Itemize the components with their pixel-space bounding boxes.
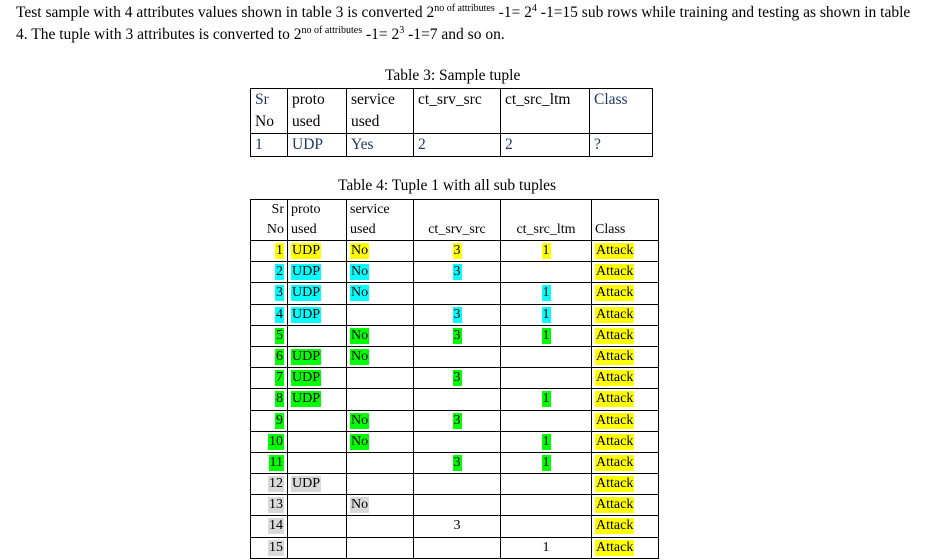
t4-cell-service <box>347 368 414 389</box>
t4-cell-proto <box>288 410 347 431</box>
table3-header-row <box>251 89 653 134</box>
t4-cell-proto <box>288 431 347 452</box>
t3-header-proto: proto used <box>288 89 347 134</box>
t4-cell-srv-text: 3 <box>453 327 461 343</box>
t4-cell-ltm <box>501 241 592 262</box>
t4-cell-cls <box>592 304 659 325</box>
t4-cell-service-text: No <box>351 497 369 513</box>
t4-cell-service <box>347 516 414 537</box>
para-sup-2: 4 <box>531 3 537 14</box>
t4-header-srv: ct_srv_src <box>414 200 501 241</box>
t4-cell-sr-text: 15 <box>269 539 283 555</box>
t4-cell-cls <box>592 537 659 558</box>
t4-cell-service-text: No <box>351 243 369 258</box>
t4-cell-proto <box>288 325 347 346</box>
t4-cell-cls <box>592 516 659 537</box>
t4-cell-srv <box>414 537 501 558</box>
t4-cell-proto <box>288 304 347 325</box>
t4-cell-service-text: No <box>351 433 369 449</box>
t4-cell-proto <box>288 452 347 473</box>
t4-cell-srv <box>414 389 501 410</box>
t3-cell-srv: 2 <box>414 134 501 157</box>
t4-cell-srv-text: 3 <box>453 243 461 258</box>
t4-cell-cls-text: Attack <box>596 539 634 555</box>
t4-cell-service-text: No <box>351 327 369 343</box>
t4-cell-cls-text: Attack <box>596 391 634 407</box>
table4 <box>250 199 659 559</box>
t4-cell-service <box>347 389 414 410</box>
t4-cell-cls <box>592 368 659 389</box>
t4-cell-srv-text: 3 <box>453 370 461 386</box>
t4-cell-cls-text: Attack <box>596 412 634 428</box>
t4-cell-sr-text: 11 <box>269 454 283 470</box>
t3-cell-class: ? <box>590 134 653 157</box>
t4-cell-cls-text: Attack <box>596 454 634 470</box>
t4-cell-proto-text: UDP <box>292 391 321 407</box>
t4-cell-cls <box>592 262 659 283</box>
t4-cell-ltm <box>501 537 592 558</box>
t4-cell-sr <box>251 452 288 473</box>
t4-cell-service <box>347 495 414 516</box>
para-sup-1: no of attributes <box>434 3 495 14</box>
t4-cell-ltm <box>501 452 592 473</box>
table4-body <box>251 241 659 559</box>
t4-cell-sr-text: 13 <box>269 497 283 513</box>
para-sup-3: no of attributes <box>301 25 363 36</box>
t4-cell-ltm <box>501 262 592 283</box>
t4-cell-proto <box>288 262 347 283</box>
t4-cell-cls <box>592 389 659 410</box>
t4-cell-sr-text: 2 <box>276 264 283 280</box>
table4-row <box>251 474 659 495</box>
t4-cell-srv <box>414 452 501 473</box>
table3-caption: Table 3: Sample tuple <box>385 67 521 84</box>
t4-cell-service <box>347 452 414 473</box>
t4-cell-cls <box>592 325 659 346</box>
t4-cell-proto <box>288 516 347 537</box>
para-text-5: -1=7 and so on. <box>404 26 505 43</box>
t4-cell-service-text: No <box>351 348 369 364</box>
table4-row <box>251 431 659 452</box>
t4-cell-service <box>347 241 414 262</box>
t4-cell-sr <box>251 410 288 431</box>
table4-row <box>251 410 659 431</box>
t4-cell-sr <box>251 241 288 262</box>
t4-cell-cls-text: Attack <box>596 348 634 364</box>
t4-cell-service-text: No <box>351 264 369 280</box>
table4-row <box>251 304 659 325</box>
t4-cell-ltm-text: 1 <box>542 243 550 258</box>
t4-cell-service <box>347 304 414 325</box>
t4-cell-cls <box>592 283 659 304</box>
t4-cell-proto <box>288 537 347 558</box>
t4-cell-proto <box>288 495 347 516</box>
t4-cell-srv-text: 3 <box>453 306 461 322</box>
table4-row <box>251 516 659 537</box>
table3 <box>250 88 653 157</box>
t4-cell-cls-text: Attack <box>596 327 634 343</box>
t4-cell-cls-text: Attack <box>596 497 634 513</box>
t4-cell-srv-text: 3 <box>453 264 461 280</box>
t4-cell-cls-text: Attack <box>596 476 634 492</box>
t4-cell-proto <box>288 474 347 495</box>
t4-cell-sr <box>251 537 288 558</box>
t4-cell-srv <box>414 283 501 304</box>
t4-cell-proto <box>288 368 347 389</box>
table4-row <box>251 283 659 304</box>
t4-cell-srv <box>414 241 501 262</box>
t4-cell-cls <box>592 495 659 516</box>
t4-cell-sr <box>251 495 288 516</box>
t4-cell-ltm-text: 1 <box>542 285 550 301</box>
t4-cell-proto <box>288 346 347 367</box>
t4-cell-ltm <box>501 474 592 495</box>
t4-cell-service <box>347 262 414 283</box>
t4-cell-cls-text: Attack <box>596 243 634 258</box>
t4-cell-srv <box>414 325 501 346</box>
t4-cell-sr-text: 8 <box>276 391 283 407</box>
t4-cell-service <box>347 346 414 367</box>
t4-cell-sr <box>251 368 288 389</box>
t4-cell-service <box>347 283 414 304</box>
para-text-1: Test sample with 4 attributes values shown in table 3 is converted 2 <box>16 4 435 21</box>
table4-row <box>251 452 659 473</box>
t4-cell-cls-text: Attack <box>596 285 634 301</box>
table4-row <box>251 241 659 262</box>
t4-cell-srv <box>414 474 501 495</box>
t4-cell-cls-text: Attack <box>596 433 634 449</box>
t4-cell-proto-text: UDP <box>292 476 321 492</box>
t4-cell-cls <box>592 431 659 452</box>
t4-cell-srv <box>414 304 501 325</box>
t4-cell-proto <box>288 389 347 410</box>
t4-cell-service <box>347 431 414 452</box>
t4-cell-proto-text: UDP <box>292 264 321 280</box>
t4-cell-ltm <box>501 495 592 516</box>
table4-row <box>251 262 659 283</box>
para-text-2: -1= 2 <box>494 4 532 21</box>
t4-cell-sr <box>251 283 288 304</box>
t4-cell-srv-text: 3 <box>453 412 461 428</box>
t4-cell-proto <box>288 283 347 304</box>
t4-cell-sr <box>251 346 288 367</box>
t4-cell-ltm-text: 1 <box>542 454 550 470</box>
t4-cell-srv <box>414 431 501 452</box>
t4-cell-cls-text: Attack <box>596 264 634 280</box>
t4-cell-ltm <box>501 304 592 325</box>
body-paragraph <box>16 2 916 46</box>
t4-cell-cls <box>592 346 659 367</box>
t4-cell-proto-text: UDP <box>292 285 321 301</box>
t4-cell-proto-text: UDP <box>292 348 321 364</box>
t4-cell-proto-text: UDP <box>292 370 321 386</box>
t4-cell-ltm <box>501 431 592 452</box>
table4-row <box>251 495 659 516</box>
para-text-4: -1= 2 <box>362 26 400 43</box>
t4-cell-service-text: No <box>351 285 369 301</box>
t4-cell-srv-text: 3 <box>453 518 461 534</box>
table4-caption: Table 4: Tuple 1 with all sub tuples <box>338 177 557 194</box>
table4-row <box>251 325 659 346</box>
t4-cell-sr-text: 6 <box>276 348 283 364</box>
t4-cell-cls-text: Attack <box>596 370 634 386</box>
t4-cell-ltm <box>501 346 592 367</box>
para-text-3: -1=15 sub rows while training and testing as shown in table 4. The tuple with 3 attributes is converted to 2 <box>16 4 911 43</box>
t4-cell-sr-text: 12 <box>269 476 283 492</box>
t4-cell-ltm-text: 1 <box>542 539 550 555</box>
t4-cell-sr-text: 3 <box>276 285 283 301</box>
t4-cell-sr-text: 14 <box>269 518 283 534</box>
t4-cell-sr-text: 5 <box>276 327 283 343</box>
t4-header-service: service used <box>347 200 414 241</box>
t4-cell-srv <box>414 410 501 431</box>
table4-row <box>251 389 659 410</box>
t4-header-class: Class <box>592 200 659 241</box>
t4-cell-cls <box>592 241 659 262</box>
t4-cell-ltm <box>501 325 592 346</box>
t4-cell-proto-text: UDP <box>292 306 321 322</box>
t4-cell-ltm <box>501 410 592 431</box>
t3-cell-service: Yes <box>347 134 414 157</box>
t4-cell-ltm-text: 1 <box>542 306 550 322</box>
t3-cell-proto: UDP <box>288 134 347 157</box>
t3-cell-ltm: 2 <box>501 134 590 157</box>
t4-cell-proto <box>288 241 347 262</box>
t4-cell-ltm <box>501 283 592 304</box>
t4-cell-ltm-text: 1 <box>542 391 550 407</box>
t4-cell-sr <box>251 304 288 325</box>
t4-header-sr: Sr No <box>251 200 288 241</box>
t3-header-class: Class <box>590 89 653 134</box>
t3-cell-sr: 1 <box>251 134 288 157</box>
para-sup-4: 3 <box>399 25 405 36</box>
t4-cell-cls <box>592 410 659 431</box>
t4-cell-sr-text: 10 <box>269 433 283 449</box>
table4-row <box>251 368 659 389</box>
t4-cell-ltm-text: 1 <box>542 327 550 343</box>
t4-cell-ltm <box>501 368 592 389</box>
table4-row <box>251 537 659 558</box>
t4-cell-ltm-text: 1 <box>542 433 550 449</box>
t4-cell-service <box>347 474 414 495</box>
t4-cell-sr-text: 7 <box>276 370 283 386</box>
t4-cell-sr <box>251 262 288 283</box>
t4-cell-service <box>347 410 414 431</box>
t4-cell-sr-text: 9 <box>276 412 283 428</box>
t4-cell-service <box>347 325 414 346</box>
t4-header-ltm: ct_src_ltm <box>501 200 592 241</box>
t4-cell-proto-text: UDP <box>292 243 321 258</box>
table3-row <box>251 134 653 157</box>
t4-cell-sr <box>251 516 288 537</box>
t4-cell-srv-text: 3 <box>453 454 461 470</box>
t4-cell-sr-text: 1 <box>276 243 283 258</box>
t4-cell-cls-text: Attack <box>596 518 634 534</box>
t4-cell-service-text: No <box>351 412 369 428</box>
t4-cell-ltm <box>501 516 592 537</box>
t4-cell-srv <box>414 368 501 389</box>
t3-header-service: service used <box>347 89 414 134</box>
t3-header-srv: ct_srv_src <box>414 89 501 134</box>
t4-cell-service <box>347 537 414 558</box>
t4-cell-sr <box>251 325 288 346</box>
t4-cell-srv <box>414 346 501 367</box>
t4-cell-sr <box>251 431 288 452</box>
t4-header-proto: proto used <box>288 200 347 241</box>
t4-cell-cls <box>592 452 659 473</box>
t4-cell-srv <box>414 495 501 516</box>
t4-cell-cls-text: Attack <box>596 306 634 322</box>
table4-row <box>251 346 659 367</box>
t4-cell-cls <box>592 474 659 495</box>
t3-header-sr: Sr No <box>251 89 288 134</box>
t4-cell-ltm <box>501 389 592 410</box>
t4-cell-sr-text: 4 <box>276 306 283 322</box>
t4-cell-srv <box>414 262 501 283</box>
t4-cell-srv <box>414 516 501 537</box>
t4-cell-sr <box>251 389 288 410</box>
table4-header-row <box>251 200 659 241</box>
t3-header-ltm: ct_src_ltm <box>501 89 590 134</box>
t4-cell-sr <box>251 474 288 495</box>
